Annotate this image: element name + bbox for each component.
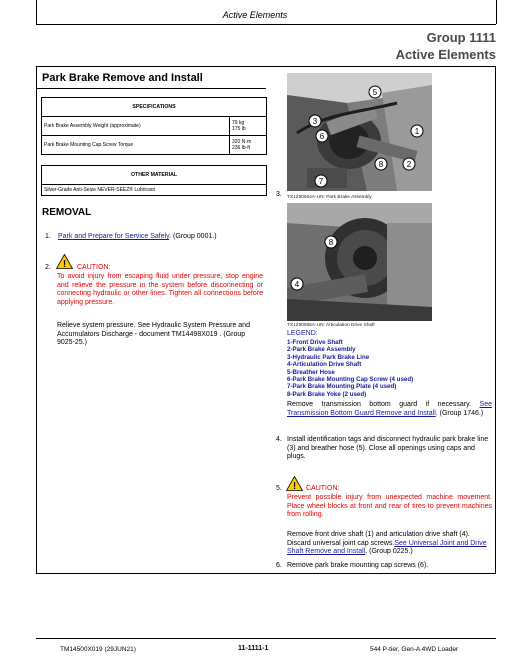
callout-6 — [316, 130, 328, 142]
other-material-table — [41, 165, 267, 196]
callout-3 — [309, 115, 321, 127]
section-title-rule — [36, 88, 266, 89]
group-name: Active Elements — [395, 47, 496, 62]
callout-8 — [375, 158, 387, 170]
list-item: 5-Breather Hose — [287, 368, 335, 376]
svg-text:2: 2 — [406, 160, 412, 169]
svg-text:!: ! — [62, 259, 67, 269]
caution-text: Prevent possible injury from unexpected machine movement. Place wheel blocks at front and rear of tires to prevent machines from rolling. — [287, 494, 492, 519]
footer-rule — [36, 638, 496, 639]
list-item: 6-Park Brake Mounting Cap Screw (4 used) — [287, 376, 414, 384]
list-item: 2-Park Brake Assembly — [287, 346, 356, 354]
legend-title: LEGEND: — [287, 330, 318, 337]
figure-2-callouts — [287, 203, 432, 321]
spec-value: 320 N·m 236 lb·ft — [230, 136, 267, 155]
svg-text:1: 1 — [414, 127, 420, 136]
running-header: Active Elements — [222, 10, 288, 20]
caution-icon — [286, 476, 303, 496]
step-1-number: 1. — [45, 233, 51, 240]
transmission-guard-link[interactable]: See Transmission Bottom Guard Remove and Install — [287, 401, 492, 417]
step-2-number: 2. — [45, 264, 51, 271]
table-row — [42, 117, 267, 136]
svg-text:8: 8 — [378, 160, 384, 169]
group-number: Group 1111 — [426, 30, 496, 45]
list-item: 7-Park Brake Mounting Plate (4 used) — [287, 383, 397, 391]
caution-text: To avoid injury from escaping fluid under pressure, stop engine and relieve the pressure in the system before disconnecting or connecting hydraulic or other lines. Tighten all connections before applying pressure. — [57, 273, 263, 306]
svg-text:6: 6 — [319, 132, 325, 141]
step-4-body: Install identification tags and disconnect hydraulic park brake line (3) and breather hose (5). Close all openings using caps and plugs. — [287, 436, 489, 461]
caution-label: CAUTION: — [77, 264, 111, 271]
removal-heading: REMOVAL — [42, 207, 92, 218]
caution-label: CAUTION: — [306, 485, 340, 492]
svg-text:3: 3 — [312, 117, 318, 126]
table-row — [42, 136, 267, 155]
step-4-number: 4. — [276, 436, 282, 443]
footer-page-number: 11-1111-1 — [238, 645, 269, 652]
other-material-item: Silver-Grade Anti-Seize NEVER-SEEZ® Lubricant — [42, 185, 267, 196]
callout-7 — [315, 175, 327, 187]
list-item: 8-Park Brake Yoke (2 used) — [287, 390, 367, 398]
other-material-heading: OTHER MATERIAL — [42, 166, 267, 185]
callout-2 — [403, 158, 415, 170]
universal-joint-link[interactable]: See Universal Joint and Drive Shaft Remove and Install — [287, 539, 487, 556]
group-title — [396, 29, 496, 63]
list-item: 1-Front Drive Shaft — [287, 339, 343, 346]
spec-label: Park Brake Assembly Weight (approximate) — [42, 117, 230, 136]
legend-list — [287, 339, 487, 398]
list-item: 3-Hydraulic Park Brake Line — [287, 353, 370, 361]
svg-text:7: 7 — [318, 177, 324, 186]
step-1-text: Park and Prepare for Service Safely. (Group 0001.) — [58, 233, 217, 240]
list-item: 4-Articulation Drive Shaft — [287, 361, 362, 369]
figure-2-caption: TX1290065A-UN: Articulation Drive Shaft — [287, 323, 375, 328]
footer-product: 544 P-tier, Gen-A 4WD Loader — [370, 646, 459, 653]
step-5-number: 5. — [276, 485, 282, 492]
figure-1-caption: TX1290064A-UN: Park Brake Assembly — [287, 195, 372, 200]
caution-icon — [56, 254, 73, 274]
callout-8 — [325, 236, 337, 248]
specifications-heading: SPECIFICATIONS — [42, 98, 267, 117]
step-6-number: 6. — [276, 562, 282, 569]
callout-4 — [291, 278, 303, 290]
svg-text:5: 5 — [372, 88, 378, 97]
header-rule — [36, 24, 496, 25]
figure-1-callouts — [287, 73, 432, 191]
spec-label: Park Brake Mounting Cap Screw Torque — [42, 136, 230, 155]
step-2-body: Relieve system pressure. See Hydraulic System Pressure and Accumulators Discharge - document TM14498X019 . (Group 9025-25.) — [57, 322, 250, 347]
callout-5 — [369, 86, 381, 98]
footer-document-id: TM14500X019 (29JUN21) — [60, 646, 136, 653]
specifications-table — [41, 97, 267, 155]
spec-value: 79 kg 175 lb — [230, 117, 267, 136]
callout-1 — [411, 125, 423, 137]
svg-text:!: ! — [292, 481, 297, 491]
svg-text:4: 4 — [294, 280, 300, 289]
section-title: Park Brake Remove and Install — [42, 72, 203, 84]
park-and-prepare-link[interactable]: Park and Prepare for Service Safely — [58, 233, 170, 240]
step-5-body: Remove front drive shaft (1) and articulation drive shaft (4). Discard universal joint cap screws.See Universal Joint and Drive Shaft Remove and Install. (Group 0225.) — [287, 531, 487, 556]
step-3-body: Remove transmission bottom guard if necessary. See Transmission Bottom Guard Remove and Install. (Group 1746.) — [287, 401, 492, 417]
step-6-body: Remove park brake mounting cap screws (6). — [287, 562, 429, 569]
svg-text:8: 8 — [328, 238, 334, 247]
step-3-number: 3. — [276, 191, 282, 198]
